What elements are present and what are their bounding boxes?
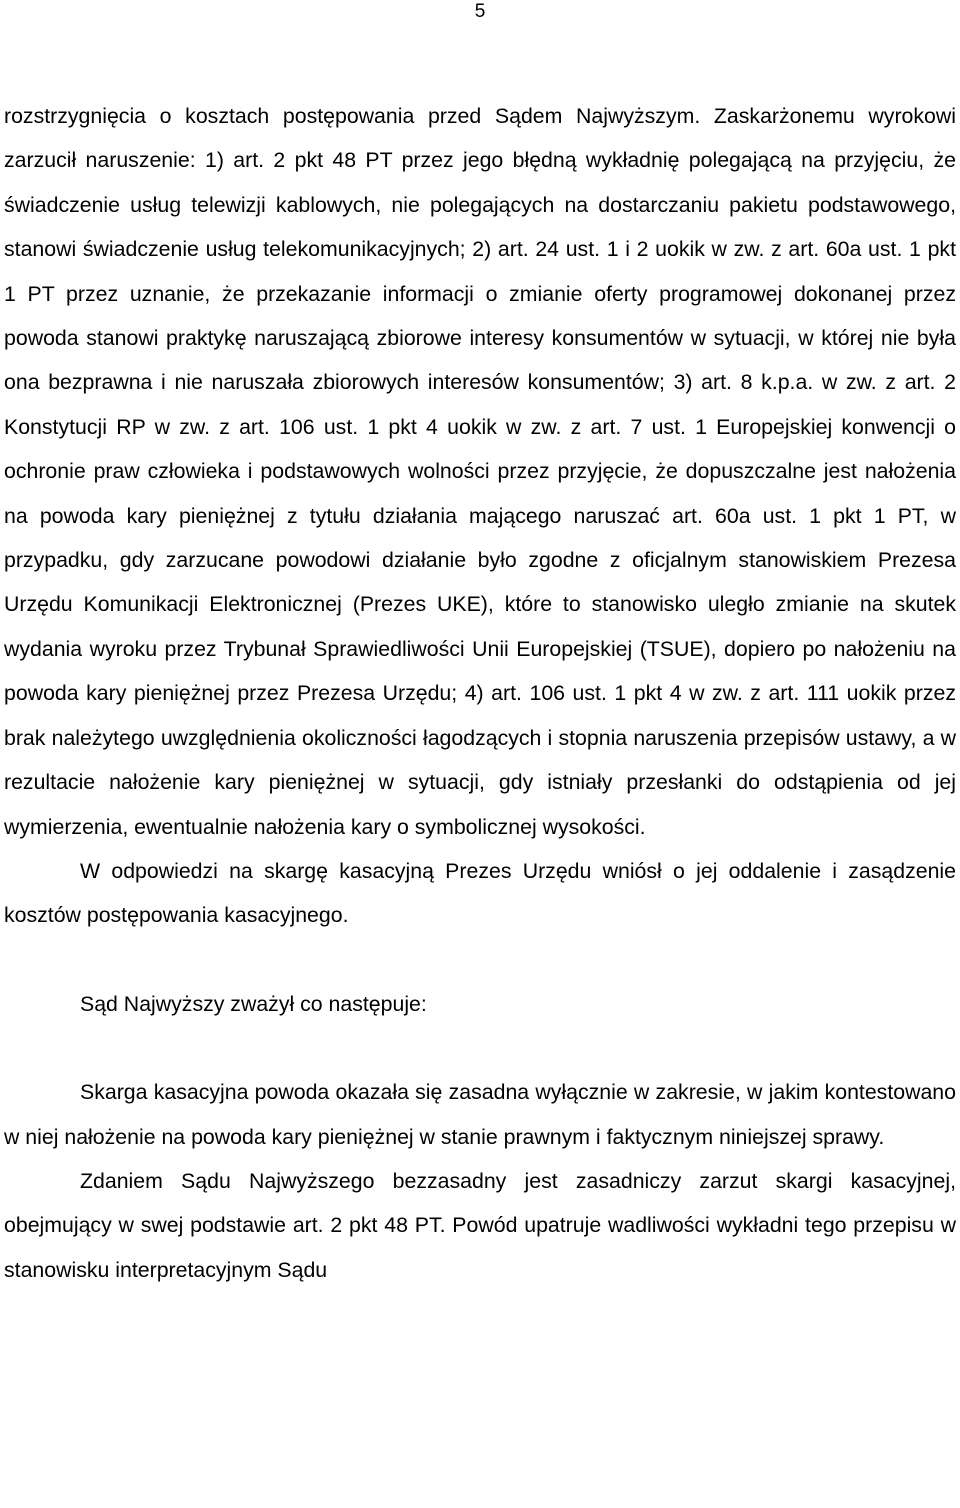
- paragraph-court-opinion: Zdaniem Sądu Najwyższego bezzasadny jest zasadniczy zarzut skargi kasacyjnej, obejmujący w swej podstawie art. 2 pkt 48 PT. Powód upatruje wadliwości wykładni tego przepisu w stanowisku interpretacyjnym Sądu: [4, 1168, 956, 1282]
- document-body: [4, 94, 956, 1292]
- paragraph-court-considered: Sąd Najwyższy zważył co następuje:: [80, 991, 427, 1016]
- paragraph-response: W odpowiedzi na skargę kasacyjną Prezes Urzędu wniósł o jej oddalenie i zasądzenie kosztów postępowania kasacyjnego.: [4, 858, 956, 928]
- paragraph-complaint-justified: Skarga kasacyjna powoda okazała się zasadna wyłącznie w zakresie, w jakim kontestowano w niej nałożenie na powoda kary pieniężnej w stanie prawnym i faktycznym niniejszej sprawy.: [4, 1080, 956, 1149]
- page-number: 5: [474, 1, 486, 22]
- paragraph-cassation-charges: rozstrzygnięcia o kosztach postępowania przed Sądem Najwyższym. Zaskarżonemu wyrokowi zarzucił naruszenie: 1) art. 2 pkt 48 PT przez jego błędną wykładnię polegającą na przyjęciu, że świadczenie usług telewizji kablowych, nie polegających na dostarczaniu pakietu podstawowego, stanowi świadczenie usług telekomunikacyjnych; 2) art. 24 ust. 1 i 2 uokik w zw. z art. 60a ust. 1 pkt 1 PT przez uznanie, że przekazanie informacji o zmianie oferty programowej dokonanej przez powoda stanowi praktykę naruszającą zbiorowe interesy konsumentów w sytuacji, w której nie była ona bezprawna i nie naruszała zbiorowych interesów konsumentów; 3) art. 8 k.p.a. w zw. z art. 2 Konstytucji RP w zw. z art. 106 ust. 1 pkt 4 uokik w zw. z art. 7 ust. 1 Europejskiej konwencji o ochronie praw człowieka i podstawowych wolności przez przyjęcie, że dopuszczalne jest nałożenia na powoda kary pieniężnej z tytułu działania mającego naruszać art. 60a ust. 1 pkt 1 PT, w przypadku, gdy zarzucane powodowi działanie było zgodne z oficjalnym stanowiskiem Prezesa Urzędu Komunikacji Elektronicznej (Prezes UKE), które to stanowisko uległo zmianie na skutek wydania wyroku przez Trybunał Sprawiedliwości Unii Europejskiej (TSUE), dopiero po nałożeniu na powoda kary pieniężnej przez Prezesa Urzędu; 4) art. 106 ust. 1 pkt 4 w zw. z art. 111 uokik przez brak należytego uwzględnienia okoliczności łagodzących i stopnia naruszenia przepisów ustawy, a w rezultacie nałożenie kary pieniężnej w sytuacji, gdy istniały przesłanki do odstąpienia od jej wymierzenia, ewentualnie nałożenia kary o symbolicznej wysokości.: [4, 104, 956, 839]
